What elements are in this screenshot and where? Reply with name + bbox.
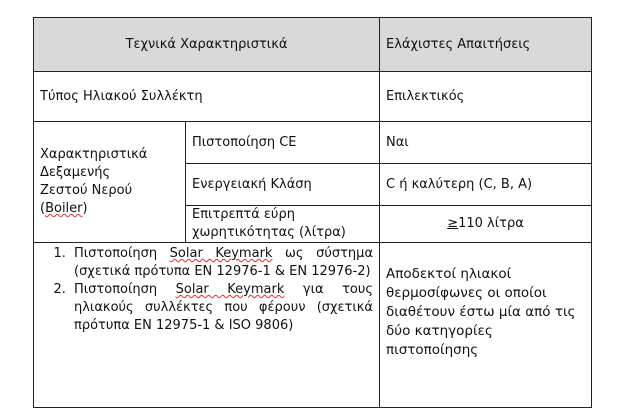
table-header-row [34,18,592,72]
list-item: 2. Πιστοποίηση Solar Keymark για τους ηλιακούς συλλέκτες που φέρουν (σχετικά πρότυπα EN 12975-1 & ISO 9806) [70,281,373,335]
energy-value: C ή καλύτερη (C, B, A) [380,164,592,206]
ce-value: Ναι [380,122,592,164]
list-item: 1. Πιστοποίηση Solar Keymark ως σύστημα (σχετικά πρότυπα EN 12976-1 & EN 12976-2) [70,245,373,281]
energy-label: Ενεργειακή Κλάση [186,164,380,206]
table-row [34,122,592,164]
certification-list [34,243,380,408]
collector-type-value: Επιλεκτικός [380,72,592,122]
boiler-label: Χαρακτηριστικά Δεξαμενής Ζεστού Νερού (Boiler) [34,122,186,243]
capacity-label: Επιτρεπτά εύρη χωρητικότητας (λίτρα) [186,206,380,243]
requirements-table [33,17,592,408]
table-row [34,243,592,408]
collector-type-label: Τύπος Ηλιακού Συλλέκτη [34,72,380,122]
certification-value: Αποδεκτοί ηλιακοί θερμοσίφωνες οι οποίοι διαθέτουν έστω μία από τις δύο κατηγορίες πιστοποίησης [380,243,592,408]
capacity-value: ≥110 λίτρα [380,206,592,243]
header-requirements: Ελάχιστες Απαιτήσεις [380,18,592,72]
ce-label: Πιστοποίηση CE [186,122,380,164]
table-row [34,72,592,122]
header-technical: Τεχνικά Χαρακτηριστικά [34,18,380,72]
